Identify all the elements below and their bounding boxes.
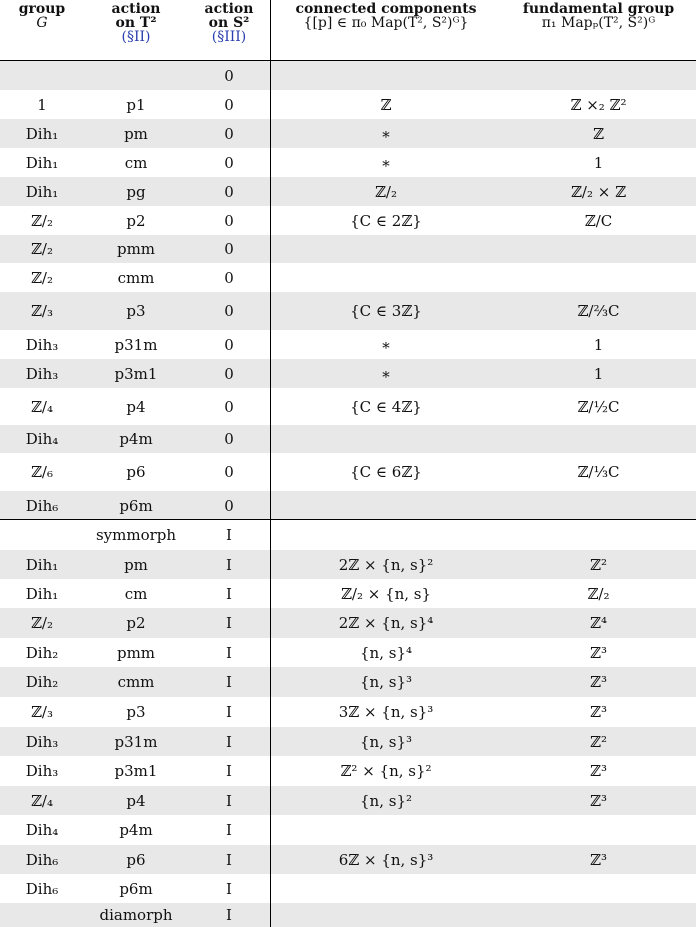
action-t2-cell: p3	[126, 703, 146, 721]
action-s2-cell: 0	[224, 211, 234, 230]
action-t2-cell: p31m	[114, 732, 158, 751]
header-fundamental-group: fundamental group π₁ Mapₚ(T², S²)ᴳ	[522, 1, 675, 31]
group-cell: Dih₂	[25, 643, 59, 662]
action-t2-cell: diamorph	[99, 906, 173, 924]
group-cell: ℤ/₃	[30, 302, 54, 320]
action-s2-cell: I	[226, 791, 232, 810]
section-ref-link[interactable]: (§III)	[211, 29, 247, 45]
action-s2-cell: I	[226, 555, 232, 574]
action-t2-cell: pmm	[116, 643, 156, 662]
action-t2-cell: p6	[126, 463, 146, 481]
group-cell: Dih₁	[25, 555, 59, 574]
fundamental-group-cell	[501, 815, 696, 845]
components-cell	[271, 61, 501, 90]
table-row	[0, 388, 696, 425]
components-cell: {n, s}³	[360, 732, 412, 751]
group-cell: ℤ/₂	[30, 240, 54, 258]
table-row	[0, 845, 696, 874]
table-row	[0, 697, 696, 727]
group-cell: Dih₁	[25, 153, 59, 172]
table-row	[0, 520, 696, 550]
fundamental-group-cell: 1	[593, 364, 604, 383]
action-t2-cell	[84, 61, 188, 90]
group-cell: Dih₄	[25, 430, 59, 448]
action-t2-cell: p3m1	[114, 762, 158, 780]
fundamental-group-cell: ℤ/⅔C	[577, 302, 620, 320]
action-s2-cell: I	[226, 850, 232, 869]
components-cell: 6ℤ × {n, s}³	[338, 850, 434, 869]
components-cell: 3ℤ × {n, s}³	[338, 703, 434, 721]
group-cell: ℤ/₂	[30, 268, 54, 287]
fundamental-group-cell: ℤ/C	[584, 211, 613, 230]
components-cell: ∗	[380, 124, 392, 143]
components-cell: ℤ² × {n, s}²	[340, 762, 432, 780]
header-group: group G	[18, 1, 66, 31]
components-cell: ℤ	[380, 95, 392, 114]
fundamental-group-cell	[501, 520, 696, 550]
group-cell: Dih₃	[25, 762, 59, 780]
table-row	[0, 61, 696, 90]
group-cell: Dih₆	[25, 879, 59, 898]
action-t2-cell: p2	[126, 211, 146, 230]
action-s2-cell: I	[226, 703, 232, 721]
components-cell: {n, s}³	[360, 673, 412, 691]
action-t2-cell: p2	[126, 614, 146, 632]
fundamental-group-cell: ℤ²	[590, 555, 607, 574]
group-cell: ℤ/₄	[30, 791, 54, 810]
fundamental-group-cell: ℤ²	[590, 732, 607, 751]
components-cell: ℤ/₂ × {n, s}	[340, 584, 432, 603]
group-cell: ℤ/₆	[30, 463, 54, 481]
action-s2-cell: I	[226, 879, 232, 898]
action-s2-cell: 0	[224, 240, 234, 258]
action-s2-cell: I	[226, 643, 232, 662]
components-cell	[271, 520, 501, 550]
action-t2-cell: symmorph	[95, 526, 177, 544]
action-s2-cell: I	[226, 732, 232, 751]
action-t2-cell: cmm	[117, 268, 155, 287]
table-row	[0, 330, 696, 359]
components-cell	[271, 263, 501, 292]
header-connected-components: connected components {[p] ∈ π₀ Map(T², S²)ᴳ}	[295, 1, 477, 31]
table-row	[0, 874, 696, 903]
fundamental-group-cell: ℤ³	[590, 643, 607, 662]
action-t2-cell: cm	[124, 153, 148, 172]
action-t2-cell: p31m	[114, 335, 158, 354]
action-s2-cell: 0	[224, 268, 234, 287]
components-cell: ℤ/₂	[374, 182, 398, 201]
fundamental-group-cell: ℤ³	[590, 673, 607, 691]
table-row	[0, 579, 696, 608]
components-cell: ∗	[380, 153, 392, 172]
group-cell: Dih₃	[25, 364, 59, 383]
action-s2-cell: 0	[224, 95, 234, 114]
action-s2-cell: I	[226, 673, 232, 691]
fundamental-group-cell	[501, 874, 696, 903]
action-s2-cell: I	[226, 762, 232, 780]
fundamental-group-cell	[501, 61, 696, 90]
action-s2-cell: I	[226, 614, 232, 632]
action-s2-cell: 0	[224, 364, 234, 383]
fundamental-group-cell: ℤ³	[590, 791, 607, 810]
group-cell: Dih₆	[25, 850, 59, 869]
action-s2-cell: I	[226, 821, 232, 839]
action-t2-cell: p4	[126, 791, 146, 810]
table-row	[0, 292, 696, 330]
fundamental-group-cell: ℤ	[593, 124, 604, 143]
table-row	[0, 148, 696, 177]
fundamental-group-cell	[501, 263, 696, 292]
fundamental-group-cell: ℤ⁴	[590, 614, 607, 632]
section-ref-link[interactable]: (§II)	[121, 29, 151, 45]
action-s2-cell: 0	[224, 463, 234, 481]
fundamental-group-cell: ℤ/⅓C	[577, 463, 620, 481]
table-header	[0, 0, 696, 60]
fundamental-group-cell: ℤ/₂ × ℤ	[570, 182, 627, 201]
components-cell: ∗	[380, 335, 392, 354]
table-row	[0, 727, 696, 756]
action-s2-cell: I	[226, 906, 232, 924]
table-row	[0, 359, 696, 388]
group-cell: 1	[37, 95, 47, 114]
table-row	[0, 263, 696, 292]
table-row	[0, 119, 696, 148]
group-cell: Dih₃	[25, 732, 59, 751]
components-cell: {n, s}⁴	[360, 643, 412, 662]
components-cell: {C ∈ 3ℤ}	[350, 302, 422, 320]
group-cell: Dih₁	[25, 584, 59, 603]
action-t2-cell: p4m	[119, 430, 153, 448]
table-row	[0, 206, 696, 235]
group-cell: Dih₄	[25, 821, 59, 839]
components-cell: 2ℤ × {n, s}⁴	[338, 614, 434, 632]
components-cell	[271, 491, 501, 520]
group-cell: ℤ/₄	[30, 397, 54, 416]
components-cell	[271, 425, 501, 453]
components-cell: {C ∈ 6ℤ}	[350, 463, 422, 481]
components-cell: 2ℤ × {n, s}²	[338, 555, 434, 574]
action-t2-cell: p3	[126, 302, 146, 320]
table-row	[0, 815, 696, 845]
table-row	[0, 177, 696, 206]
action-s2-cell: 0	[224, 124, 234, 143]
components-cell: {C ∈ 2ℤ}	[350, 211, 422, 230]
table-row	[0, 667, 696, 697]
action-s2-cell: 0	[224, 153, 234, 172]
action-t2-cell: p3m1	[114, 364, 158, 383]
fundamental-group-cell	[501, 425, 696, 453]
action-t2-cell: p6	[126, 850, 146, 869]
table-row	[0, 786, 696, 815]
action-t2-cell: pm	[124, 124, 148, 143]
column-divider	[270, 0, 271, 927]
group-cell: ℤ/₃	[30, 703, 54, 721]
action-t2-cell: p4	[126, 397, 146, 416]
action-t2-cell: pm	[124, 555, 148, 574]
header-action-t2: action on T² (§II)	[84, 2, 188, 44]
action-t2-cell: cmm	[117, 673, 155, 691]
table-row	[0, 425, 696, 453]
fundamental-group-cell: ℤ³	[590, 850, 607, 869]
components-cell: {n, s}²	[360, 791, 412, 810]
components-cell	[271, 903, 501, 927]
fundamental-group-cell: ℤ/₂	[587, 584, 610, 603]
action-s2-cell: 0	[224, 397, 234, 416]
fundamental-group-cell: ℤ/½C	[577, 397, 620, 416]
section-rule	[0, 519, 696, 520]
group-cell	[0, 61, 84, 90]
header-action-s2: action on S² (§III)	[188, 2, 270, 44]
group-cell: Dih₁	[25, 182, 59, 201]
table-row	[0, 491, 696, 520]
group-cell: Dih₃	[25, 335, 59, 354]
components-cell: {C ∈ 4ℤ}	[350, 397, 422, 416]
action-t2-cell: p6m	[119, 496, 153, 515]
group-cell: Dih₂	[25, 673, 59, 691]
table-row	[0, 903, 696, 927]
action-s2-cell: 0	[224, 496, 234, 515]
table-row	[0, 453, 696, 491]
fundamental-group-cell: ℤ³	[590, 762, 607, 780]
action-t2-cell: pmm	[116, 240, 156, 258]
action-s2-cell: I	[226, 584, 232, 603]
fundamental-group-cell: ℤ ×₂ ℤ²	[570, 95, 627, 114]
table-row	[0, 756, 696, 786]
group-cell	[0, 520, 84, 550]
action-t2-cell: cm	[124, 584, 148, 603]
group-cell: Dih₁	[25, 124, 59, 143]
action-s2-cell: I	[226, 526, 232, 544]
table-row	[0, 235, 696, 263]
components-cell	[271, 815, 501, 845]
fundamental-group-cell	[501, 903, 696, 927]
table-row	[0, 638, 696, 667]
group-cell: Dih₆	[25, 496, 59, 515]
action-s2-cell: 0	[224, 66, 234, 85]
action-s2-cell: 0	[224, 430, 234, 448]
action-s2-cell: 0	[224, 302, 234, 320]
action-t2-cell: p1	[126, 95, 146, 114]
fundamental-group-cell	[501, 491, 696, 520]
components-cell	[271, 235, 501, 263]
fundamental-group-cell: 1	[593, 153, 604, 172]
action-s2-cell: 0	[224, 335, 234, 354]
action-t2-cell: pg	[126, 182, 146, 201]
table-row	[0, 90, 696, 119]
table-row	[0, 608, 696, 638]
fundamental-group-cell: ℤ³	[590, 703, 607, 721]
components-cell	[271, 874, 501, 903]
action-t2-cell: p6m	[119, 879, 153, 898]
table-row	[0, 550, 696, 579]
action-t2-cell: p4m	[119, 821, 153, 839]
group-cell: ℤ/₂	[30, 211, 54, 230]
group-cell: ℤ/₂	[30, 614, 54, 632]
fundamental-group-cell: 1	[593, 335, 604, 354]
action-s2-cell: 0	[224, 182, 234, 201]
components-cell: ∗	[380, 364, 392, 383]
fundamental-group-cell	[501, 235, 696, 263]
group-cell	[0, 903, 84, 927]
